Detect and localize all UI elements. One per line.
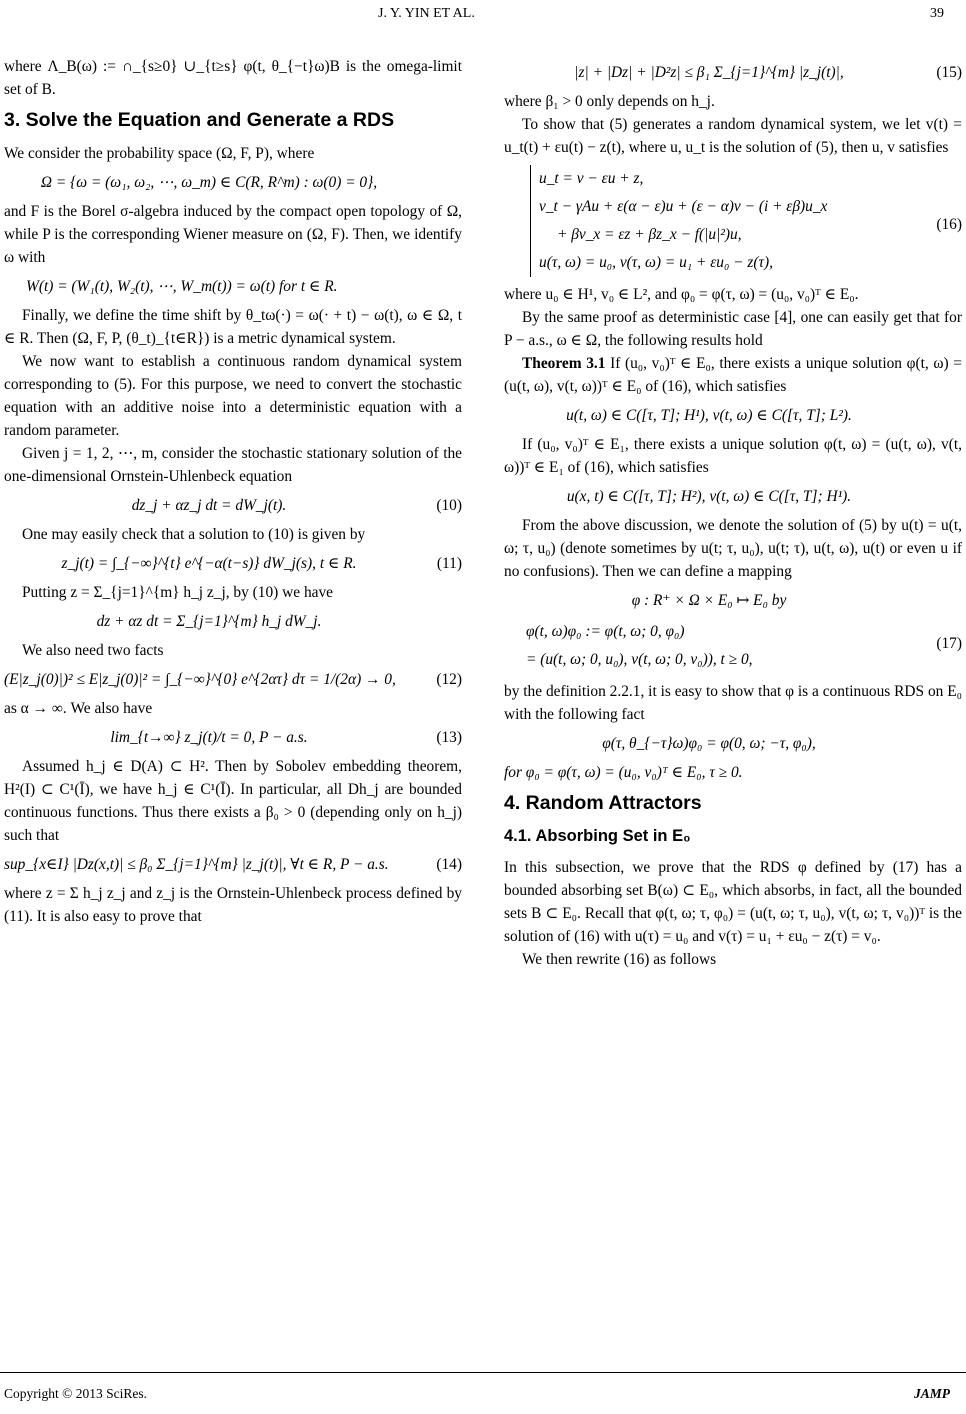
- equation-13-number: (13): [436, 729, 462, 746]
- equation-16: [504, 165, 962, 277]
- equation-15-number: (15): [936, 64, 962, 81]
- paragraph-probability-space: We consider the probability space (Ω, F, P), where: [4, 145, 315, 162]
- equation-15: |z| + |Dz| + |D²z| ≤ β₁ Σ_{j=1}^{m} |z_j(t)|, (15): [504, 61, 962, 84]
- paragraph-show: To show that (5) generates a random dynamical system, we let v(t) = u_t(t) + εu(t) − z(t), where u, u_t is the solution of (5), then u, v satisfies: [504, 116, 962, 156]
- equation-16-number: (16): [936, 216, 962, 233]
- equation-fact: φ(τ, θ_{−τ}ω)φ₀ = φ(0, ω; −τ, φ₀),: [602, 735, 816, 752]
- equation-10: dz_j + αz_j dt = dW_j(t). (10): [4, 494, 462, 517]
- left-column: [4, 55, 462, 928]
- equation-16-system: [530, 165, 827, 277]
- equation-dz: dz + αz dt = Σ_{j=1}^{m} h_j dW_j.: [96, 613, 322, 630]
- equation-12: (E|z_j(0)|)² ≤ E|z_j(0)|² = ∫_{−∞}^{0} e^{2ατ} dτ = 1/(2α) → 0, (12): [4, 668, 462, 691]
- omega-limit-definition: where Λ_B(ω) := ∩_{s≥0} ∪_{t≥s} φ(t, θ_{−t}ω)B is the omega-limit set of B.: [4, 58, 462, 98]
- equation-11: z_j(t) = ∫_{−∞}^{t} e^{−α(t−s)} dW_j(s), t ∈ R. (11): [4, 552, 462, 575]
- equation-omega: Ω = {ω = (ω₁, ω₂, ⋯, ω_m) ∈ C(R, R^m) : ω(0) = 0},: [40, 174, 378, 191]
- paragraph-putting: Putting z = Σ_{j=1}^{m} h_j z_j, by (10) we have: [22, 584, 334, 601]
- paragraph-where-ou: where z = Σ h_j z_j and z_j is the Ornstein-Uhlenbeck process defined by (11). It is also easy to prove that: [4, 885, 462, 925]
- equation-12-number: (12): [436, 671, 462, 688]
- equation-16-row: u(τ, ω) = u₀, v(τ, ω) = u₁ + εu₀ − z(τ),: [539, 254, 773, 271]
- paragraph-borel: and F is the Borel σ-algebra induced by the compact open topology of Ω, while P is the corresponding Wiener measure on (Ω, F). Then, we identify ω with: [4, 203, 462, 266]
- equation-11-number: (11): [436, 555, 462, 572]
- footer-rule: [0, 1372, 966, 1373]
- paragraph-check: One may easily check that a solution to (10) is given by: [22, 526, 366, 543]
- paragraph-time-shift: Finally, we define the time shift by θ_tω(·) = ω(· + t) − ω(t), ω ∈ Ω, t ∈ R. Then (Ω, F, P, (θ_t)_{t∈R}) is a metric dynamical system.: [4, 307, 462, 347]
- paragraph-where-16: where u₀ ∈ H¹, v₀ ∈ L², and φ₀ = φ(τ, ω) = (u₀, v₀)ᵀ ∈ E₀.: [504, 286, 859, 303]
- equation-17-number: (17): [936, 635, 962, 652]
- equation-16-row: v_t − γAu + ε(α − ε)u + (ε − α)v − (i + εβ)u_x: [539, 198, 828, 215]
- subsection-4-1-title: 4.1. Absorbing Set in E₀: [504, 827, 691, 845]
- paragraph-rewrite: We then rewrite (16) as follows: [522, 951, 717, 968]
- section-4-title: 4. Random Attractors: [504, 792, 702, 814]
- equation-14-number: (14): [436, 856, 462, 873]
- theorem-text-1: If (u₀, v₀)ᵀ ∈ E₀, there exists a unique solution φ(t, ω) = (u(t, ω), v(t, ω))ᵀ ∈ E₀ of (16), which satisfies: [504, 355, 962, 395]
- equation-theorem-2: u(x, t) ∈ C([τ, T]; H²), v(t, ω) ∈ C([τ, T]; H¹).: [566, 488, 852, 505]
- equation-mapping: φ : R⁺ × Ω × E₀ ↦ E₀ by: [631, 592, 787, 609]
- equation-14: sup_{x∈I} |Dz(x,t)| ≤ β₀ Σ_{j=1}^{m} |z_j(t)|, ∀t ∈ R, P − a.s. (14): [4, 853, 462, 876]
- equation-17-row: = (u(t, ω; 0, u₀), v(t, ω; 0, v₀)), t ≥ 0,: [526, 651, 753, 668]
- right-column: [504, 55, 962, 971]
- paragraph-same-proof: By the same proof as deterministic case [4], one can easily get that for P − a.s., ω ∈ Ω, the following results hold: [504, 309, 962, 349]
- theorem-label: Theorem 3.1: [522, 355, 606, 372]
- paragraph-as: as α → ∞. We also have: [4, 700, 153, 717]
- theorem-text-2: If (u₀, v₀)ᵀ ∈ E₁, there exists a unique solution φ(t, ω) = (u(t, ω), v(t, ω))ᵀ ∈ E₁ of (16), which satisfies: [504, 436, 962, 476]
- paragraph-given: Given j = 1, 2, ⋯, m, consider the stochastic stationary solution of the one-dimensional Ornstein-Uhlenbeck equation: [4, 445, 462, 485]
- paragraph-convert: We now want to establish a continuous random dynamical system corresponding to (5). For this purpose, we need to convert the stochastic equation with an additive noise into a deterministic equation with a random parameter.: [4, 353, 462, 439]
- paragraph-discussion: From the above discussion, we denote the solution of (5) by u(t) = u(t, ω; τ, u₀) (denote sometimes by u(t; τ, u₀), u(t; τ), u(t, ω), u(t) or even u if no confusions). Then we can define a mapping: [504, 517, 962, 580]
- running-header: J. Y. YIN ET AL.: [378, 6, 475, 21]
- section-3-title: 3. Solve the Equation and Generate a RDS: [4, 109, 395, 131]
- equation-10-number: (10): [436, 497, 462, 514]
- equation-17-row: φ(t, ω)φ₀ := φ(t, ω; 0, φ₀): [526, 623, 685, 640]
- equation-for: for φ₀ = φ(τ, ω) = (u₀, v₀)ᵀ ∈ E₀, τ ≥ 0.: [504, 764, 743, 781]
- equation-theorem-1: u(t, ω) ∈ C([τ, T]; H¹), v(t, ω) ∈ C([τ, T]; L²).: [566, 407, 852, 424]
- theorem-3-1: [504, 352, 962, 398]
- equation-wiener: W(t) = (W₁(t), W₂(t), ⋯, W_m(t)) = ω(t) for t ∈ R.: [26, 278, 338, 295]
- paragraph-by-definition: by the definition 2.2.1, it is easy to show that φ is a continuous RDS on E₀ with the following fact: [504, 683, 962, 723]
- paragraph-facts: We also need two facts: [22, 642, 164, 659]
- equation-16-row: + βv_x = εz + βz_x − f(|u|²)u,: [557, 226, 742, 243]
- paragraph-assumed: Assumed h_j ∈ D(A) ⊂ H². Then by Sobolev embedding theorem, H²(I) ⊂ C¹(Ī), we have h_j ∈ C¹(Ī). In particular, all Dh_j are bounded continuous functions. Thus there exists a β₀ > 0 (depending only on h_j) such that: [4, 758, 462, 844]
- footer-copyright: Copyright © 2013 SciRes.: [4, 1386, 148, 1401]
- page-number: 39: [930, 6, 944, 21]
- paragraph-absorbing: In this subsection, we prove that the RDS φ defined by (17) has a bounded absorbing set B(ω) ⊂ E₀, which absorbs, in fact, all the bounded sets B ⊂ E₀. Recall that φ(t, ω; τ, φ₀) = (u(t, ω; τ, u₀), v(t, ω; τ, v₀))ᵀ is the solution of (16) with u(τ) = u₀ and v(τ) = u₁ + εu₀ − z(τ) = v₀.: [504, 859, 962, 945]
- equation-16-row: u_t = v − εu + z,: [539, 170, 644, 187]
- equation-13: lim_{t→∞} z_j(t)/t = 0, P − a.s. (13): [4, 726, 462, 749]
- footer-journal: JAMP: [914, 1386, 951, 1401]
- paragraph-beta1: where β₁ > 0 only depends on h_j.: [504, 93, 715, 110]
- equation-17: [504, 618, 962, 674]
